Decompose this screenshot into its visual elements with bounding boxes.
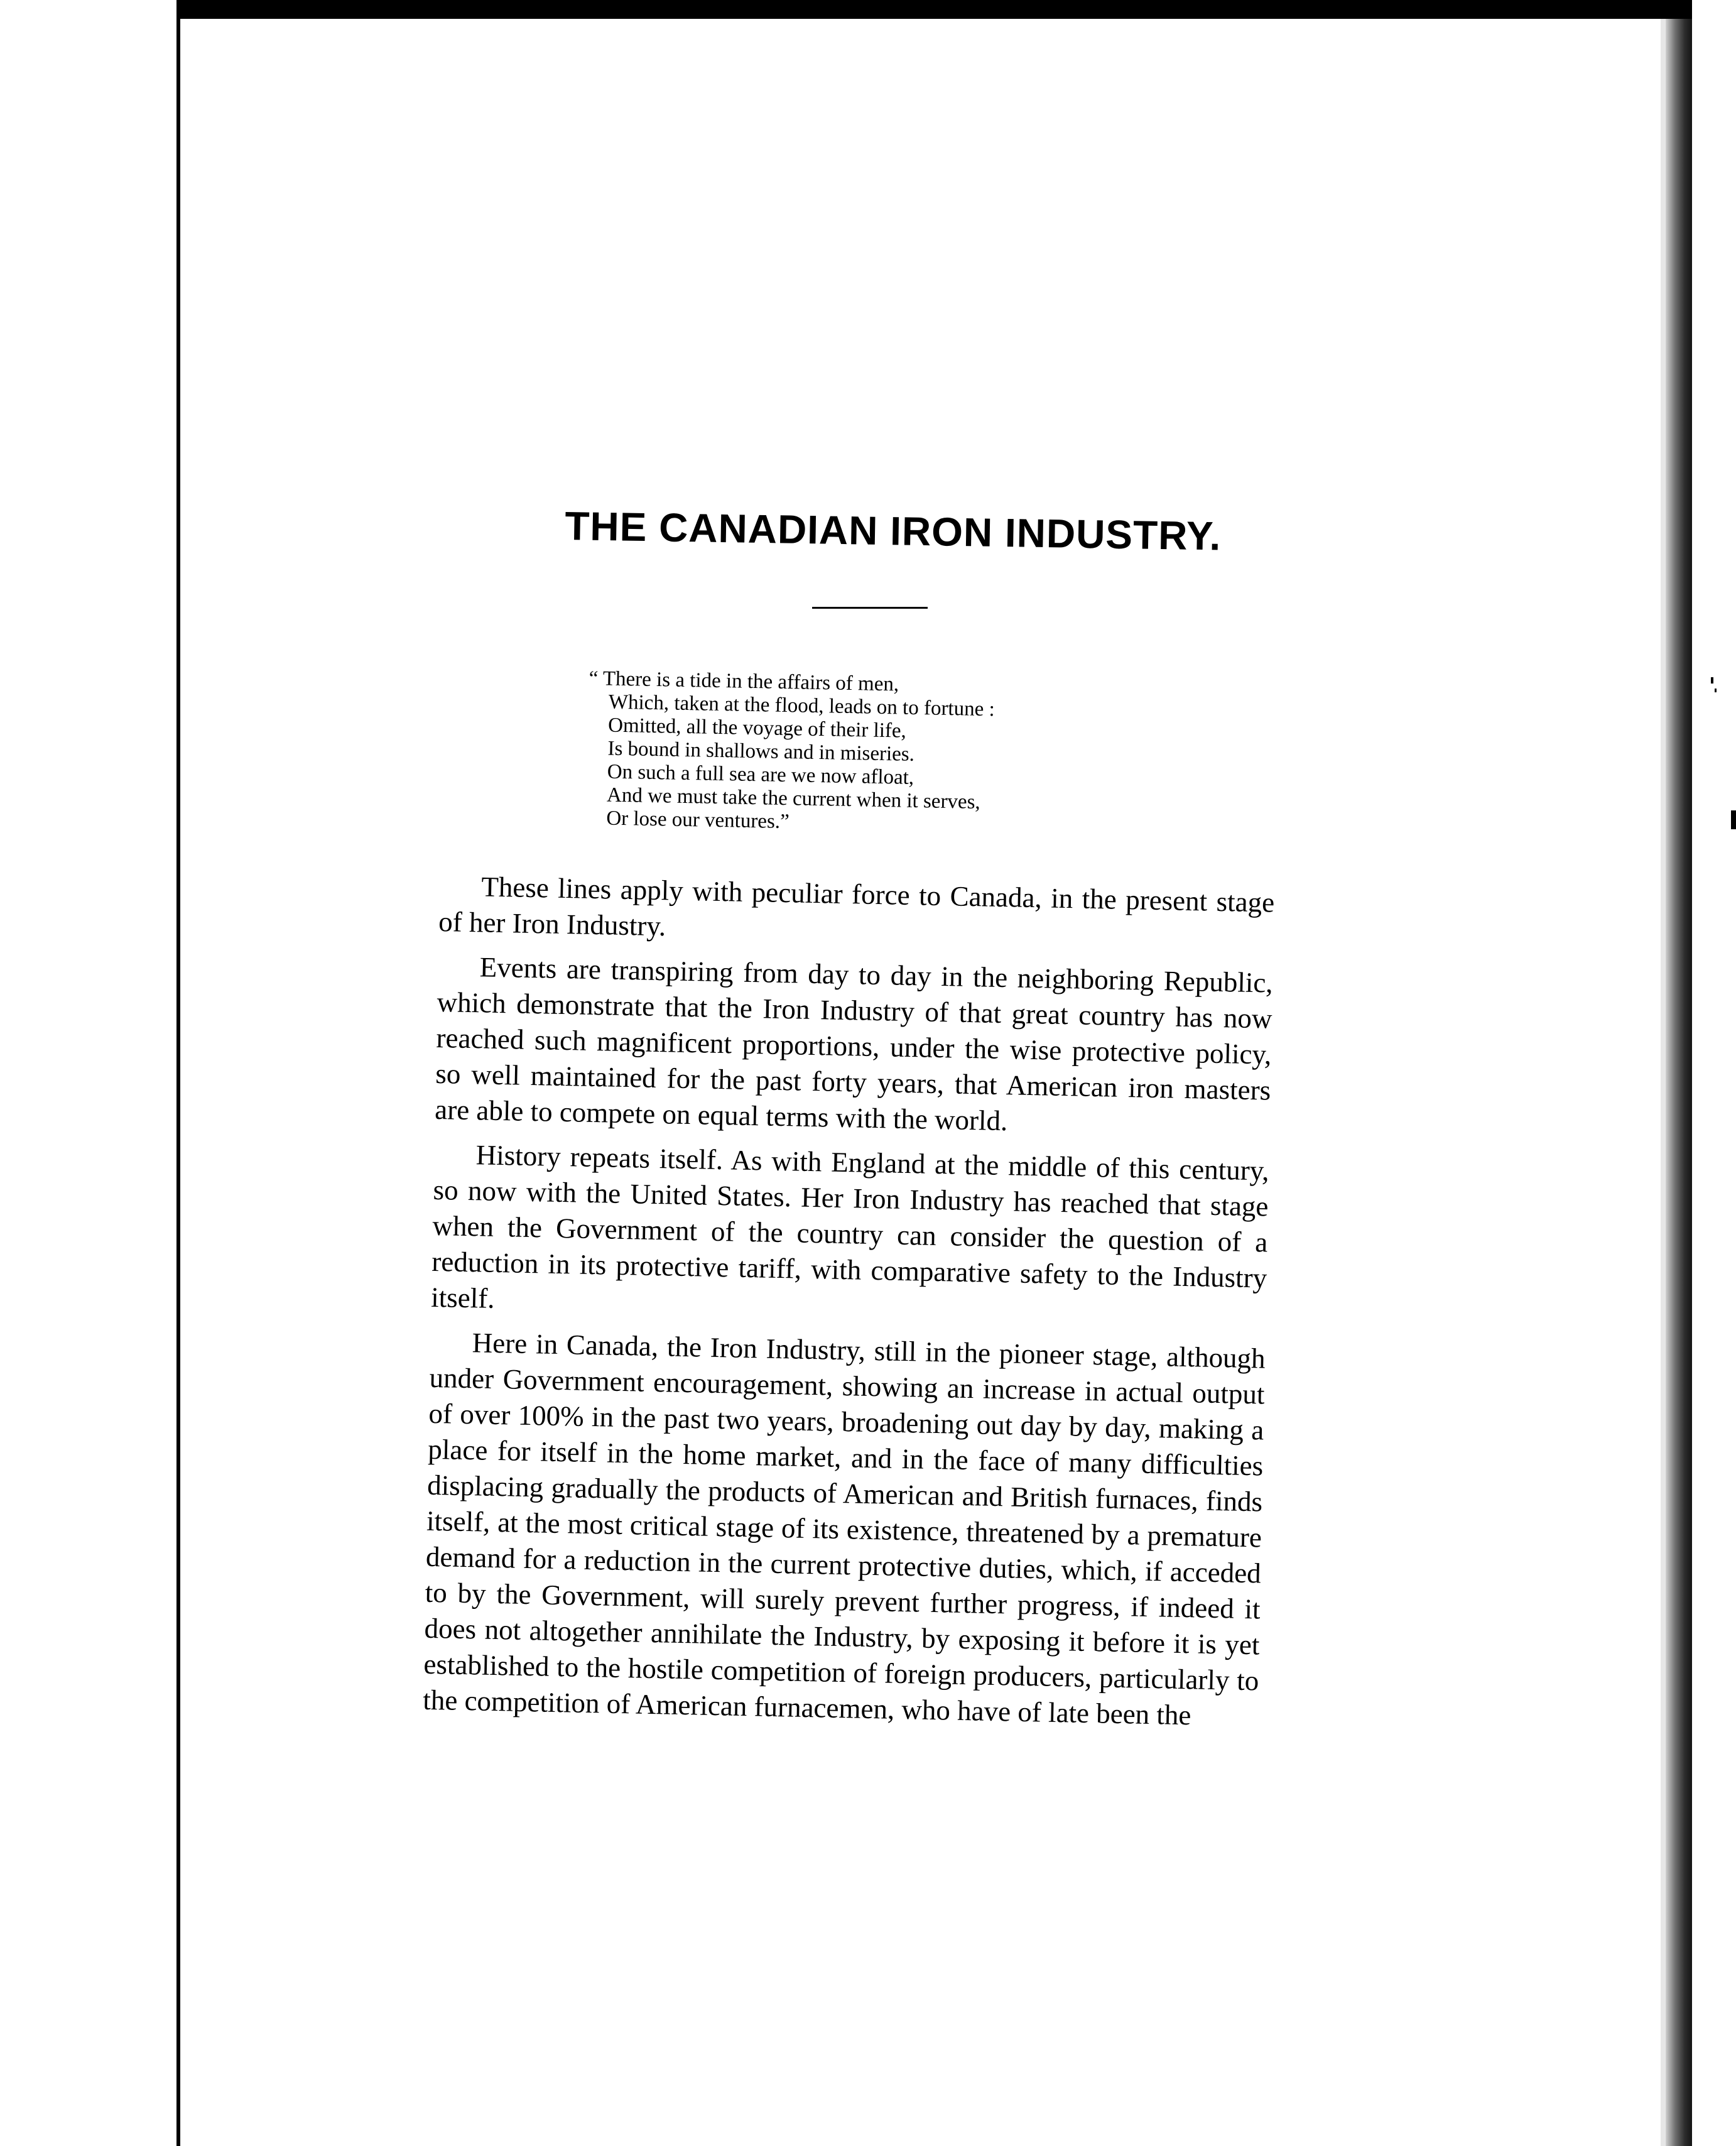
verse-line: Which, taken at the flood, leads on to fortune : [608, 690, 995, 721]
page-edge-shadow [1666, 19, 1693, 2146]
page-title: THE CANADIAN IRON INDUSTRY. [564, 503, 1222, 559]
verse-line: “ There is a tide in the affairs of men, [589, 667, 899, 696]
left-margin [0, 0, 177, 2146]
scan-speck [1715, 689, 1717, 692]
page-edge-highlight [1661, 19, 1666, 2146]
verse-line: Or lose our ventures.” [606, 807, 790, 834]
verse-line: On such a full sea are we now afloat, [607, 760, 914, 789]
scan-speck [1711, 677, 1713, 684]
scan-speck [1731, 810, 1736, 829]
verse-line: Is bound in shallows and in miseries. [607, 737, 915, 766]
scan-top-border [0, 0, 1736, 19]
right-margin [1692, 0, 1736, 2146]
verse-line: Omitted, all the voyage of their life, [607, 714, 907, 743]
title-rule [812, 607, 928, 609]
body-paragraph: History repeats itself. As with England at the middle of this century, so now with the United States. Her Iron Industry has reached that stage when the Government of the country can consider the question of a reduction in its protective tariff, with comparative safety to the Industry itself. [430, 1139, 1270, 1314]
body-paragraph: Events are transpiring from day to day in the neighboring Republic, which demonstrate that the Iron Industry of that great country has now reached such magnificent proportions, under the wise protective policy, so well maintained for the past forty years, that American iron masters are able to compete on equal terms with the world. [434, 951, 1274, 1137]
epigraph-verse [586, 667, 1117, 840]
body-paragraph: These lines apply with peculiar force to Canada, in the present stage of her Iron Industry. [438, 871, 1275, 942]
fold-line [176, 0, 180, 2146]
article-body [423, 868, 1275, 1743]
verse-line: And we must take the current when it serves, [606, 783, 981, 814]
body-paragraph: Here in Canada, the Iron Industry, still in the pioneer stage, although under Government encouragement, showing an increase in actual output of over 100% in the past two years, broadening out day by day, making a place for itself in the home market, and in the face of many difficulties displacing gradually the products of American and British furnaces, finds itself, at the most critical stage of its existence, threatened by a premature demand for a reduction in the current protective duties, which, if acceded to by the Government, will surely prevent further progress, if indeed it does not altogether annihilate the Industry, by exposing it before it is yet established to the hostile competition of foreign producers, particularly to the competition of American furnacemen, who have of late been the [422, 1327, 1266, 1731]
